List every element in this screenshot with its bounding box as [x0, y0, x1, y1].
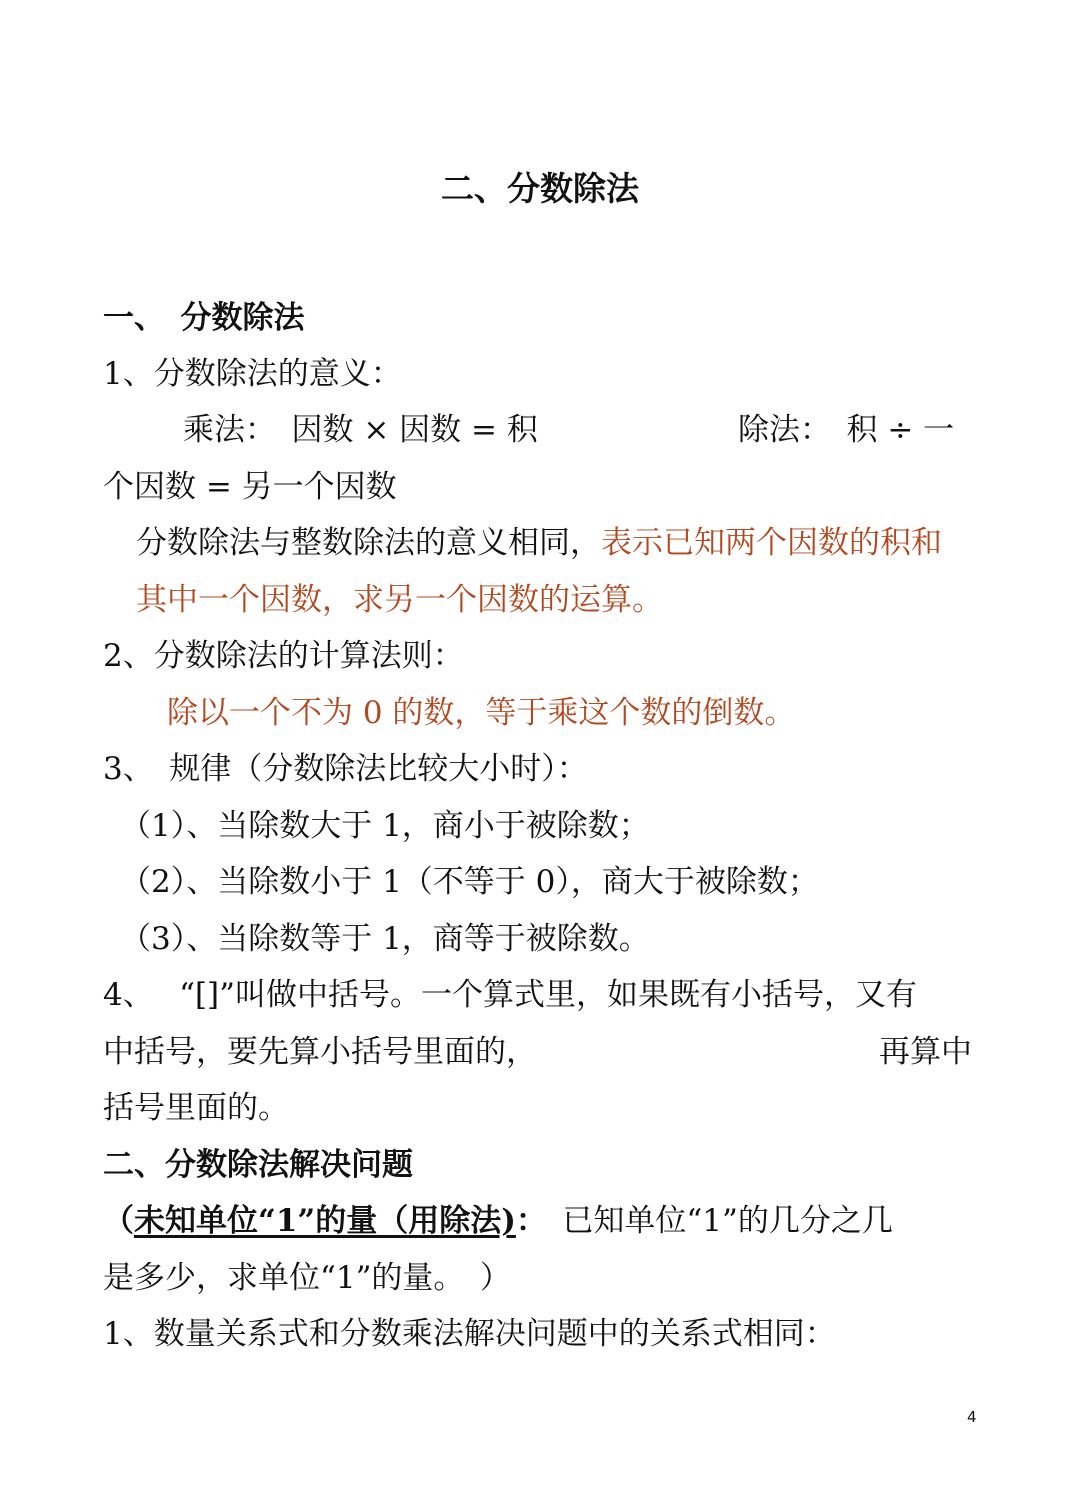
- page-number: 4: [967, 1408, 977, 1426]
- section1-heading: 一、 分数除法: [103, 300, 305, 336]
- rule-item: （3）、当除数等于 1，商等于被除数。: [120, 921, 650, 957]
- page-title: 二、分数除法: [441, 169, 639, 208]
- division-formula-start: 除法： 积 ÷ 一: [738, 412, 955, 448]
- section2-item1-title: 1、数量关系式和分数乘法解决问题中的关系式相同：: [103, 1316, 836, 1352]
- note-rest: 已知单位“1”的几分之几: [531, 1203, 893, 1239]
- rule-item: （1）、当除数大于 1，商小于被除数；: [120, 808, 650, 844]
- division-rule: 除以一个不为 0 的数，等于乘这个数的倒数。: [167, 695, 796, 731]
- item4-line1: 4、 “[]”叫做中括号。一个算式里，如果既有小括号，又有: [103, 977, 917, 1013]
- item3-title: 3、 规律（分数除法比较大小时）：: [103, 751, 588, 787]
- item4-line2-end: 再算中: [879, 1034, 972, 1070]
- meaning-highlight-text: 表示已知两个因数的积和: [601, 525, 942, 561]
- note-open-paren: （: [103, 1203, 134, 1239]
- section2-heading: 二、分数除法解决问题: [103, 1147, 413, 1183]
- unit-note-line2: 是多少，求单位“1”的量。 ）: [103, 1260, 511, 1296]
- meaning-paragraph-line2: 其中一个因数，求另一个因数的运算。: [136, 582, 663, 618]
- rule-item: （2）、当除数小于 1（不等于 0），商大于被除数；: [120, 864, 819, 900]
- item4-line3: 括号里面的。: [103, 1090, 289, 1126]
- meaning-paragraph-line1: [136, 523, 942, 563]
- multiplication-formula: 乘法： 因数 × 因数 = 积: [183, 412, 538, 448]
- division-formula-end: 个因数 = 另一个因数: [103, 469, 397, 505]
- item1-title: 1、分数除法的意义：: [103, 356, 402, 392]
- note-underlined-phrase: 未知单位“1”的量（用除法): [134, 1203, 516, 1239]
- note-colon: ：: [515, 1203, 532, 1239]
- item4-line2: 中括号，要先算小括号里面的，: [103, 1034, 537, 1070]
- unit-note-line1: [103, 1201, 893, 1241]
- item2-title: 2、分数除法的计算法则：: [103, 638, 464, 674]
- meaning-plain-text: 分数除法与整数除法的意义相同，: [136, 525, 601, 561]
